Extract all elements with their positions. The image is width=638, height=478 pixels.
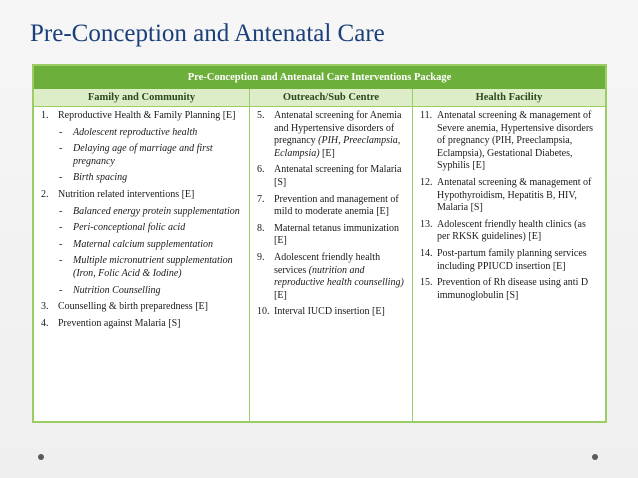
item-main-text: Maternal tetanus immunization [E] <box>274 222 399 247</box>
sub-item <box>59 172 245 185</box>
family-column <box>34 107 249 421</box>
item-number: 9. <box>257 251 265 263</box>
list-item <box>420 219 601 244</box>
dash-bullet: - <box>59 143 63 155</box>
list-item <box>257 306 408 319</box>
item-main-text: Interval IUCD insertion [E] <box>274 306 385 318</box>
sub-item-text: Balanced energy protein supplementation <box>73 205 240 217</box>
sub-item-text: Adolescent reproductive health <box>73 126 198 138</box>
sub-item <box>59 222 245 235</box>
item-text <box>274 194 408 219</box>
item-number: 1. <box>41 110 49 121</box>
sub-item <box>59 143 245 168</box>
item-text: Reproductive Health & Family Planning [E] <box>58 110 236 121</box>
sub-item-text: Nutrition Counselling <box>73 284 161 296</box>
item-number: 11. <box>420 110 433 121</box>
item-text: Prevention against Malaria [S] <box>58 317 181 329</box>
item-text: Post-partum family planning services including PPIUCD insertion [E] <box>437 247 587 272</box>
list-item <box>420 110 601 173</box>
right-dot-decoration <box>592 454 598 460</box>
item-tag: [E] <box>319 147 335 159</box>
item-italic-text: (nutrition and reproductive health counselling) <box>274 264 404 289</box>
dash-bullet: - <box>59 172 63 184</box>
sub-item-text: Maternal calcium supplementation <box>73 238 213 250</box>
column-header-outreach: Outreach/Sub Centre <box>249 89 412 106</box>
item-tag: [E] <box>274 289 287 301</box>
list-item <box>41 110 245 123</box>
sub-item-text: Birth spacing <box>73 172 128 184</box>
item-text <box>274 110 408 160</box>
item-number: 3. <box>41 301 49 313</box>
sub-item-text: Multiple micronutrient supplementation (Iron, Folic Acid & Iodine) <box>73 255 233 279</box>
sub-item <box>59 239 245 252</box>
item-text <box>274 306 385 319</box>
left-dot-decoration <box>38 454 44 460</box>
list-item <box>420 177 601 215</box>
sub-item <box>59 255 245 280</box>
list-item <box>420 277 601 302</box>
item-text: Adolescent friendly health clinics (as per RKSK guidelines) [E] <box>437 218 586 243</box>
item-number: 8. <box>257 222 265 234</box>
item-text: Counselling & birth preparedness [E] <box>58 301 208 313</box>
slide-title: Pre-Conception and Antenatal Care <box>30 20 385 47</box>
list-item <box>257 194 408 219</box>
item-main-text: Adolescent friendly health services <box>274 251 381 276</box>
item-text: Antenatal screening & management of Hypothyroidism, Hepatitis B, HIV, Malaria [S] <box>437 176 592 214</box>
dash-bullet: - <box>59 284 63 296</box>
item-text: Prevention of Rh disease using anti D immunoglobulin [S] <box>437 277 589 301</box>
sub-item-text: Delaying age of marriage and first pregnancy <box>73 143 213 167</box>
item-text <box>274 164 408 189</box>
item-text <box>274 223 408 248</box>
dash-bullet: - <box>59 205 63 217</box>
item-number: 15. <box>420 277 433 289</box>
item-number: 12. <box>420 176 433 188</box>
sub-item <box>59 285 245 298</box>
list-item <box>420 248 601 273</box>
item-text: Antenatal screening & management of Severe anemia, Hypertensive disorders of pregnancy (PIH, Preeclampsia, Eclampsia), Gestational Diabetes, Syphilis [E] <box>437 110 594 172</box>
dash-bullet: - <box>59 238 63 250</box>
column-headers <box>34 89 605 107</box>
item-number: 4. <box>41 317 49 329</box>
column-header-facility: Health Facility <box>412 89 605 106</box>
table-header: Pre-Conception and Antenatal Care Interventions Package <box>34 66 605 89</box>
interventions-table <box>32 64 607 423</box>
facility-column <box>412 107 605 421</box>
column-header-family: Family and Community <box>87 92 196 103</box>
item-number: 10. <box>257 306 270 318</box>
list-item <box>41 318 245 331</box>
dash-bullet: - <box>59 126 63 138</box>
dash-bullet: - <box>59 255 63 267</box>
list-item <box>257 223 408 248</box>
item-number: 14. <box>420 247 433 259</box>
list-item <box>41 301 245 314</box>
item-number: 2. <box>41 188 49 200</box>
item-number: 6. <box>257 164 265 176</box>
item-main-text: Antenatal screening for Anemia and Hypertensive disorders of pregnancy <box>274 110 402 147</box>
list-item <box>257 252 408 302</box>
table-body <box>34 107 605 421</box>
outreach-column <box>249 107 412 421</box>
sub-item-text: Peri-conceptional folic acid <box>73 222 186 234</box>
list-item <box>41 189 245 202</box>
item-main-text: Antenatal screening for Malaria [S] <box>274 164 402 188</box>
item-number: 5. <box>257 110 265 121</box>
sub-item <box>59 127 245 140</box>
list-item <box>257 110 408 160</box>
item-text: Nutrition related interventions [E] <box>58 188 195 200</box>
item-text <box>274 252 408 302</box>
dash-bullet: - <box>59 222 63 234</box>
list-item <box>257 164 408 189</box>
item-number: 7. <box>257 193 265 205</box>
item-italic-text: (PIH, Preeclampsia, Eclampsia) <box>274 135 401 159</box>
sub-item <box>59 206 245 219</box>
item-number: 13. <box>420 218 433 230</box>
item-main-text: Prevention and management of mild to moderate anemia [E] <box>274 193 399 218</box>
